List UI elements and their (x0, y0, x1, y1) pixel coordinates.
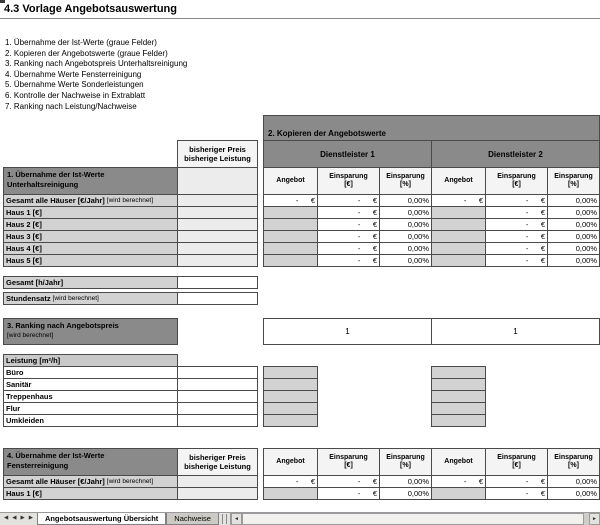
row-label-gesamt: Gesamt alle Häuser [€/Jahr] [wird berechnet] (3, 194, 178, 207)
angebot-input-d2[interactable] (431, 254, 486, 267)
tab-scroll-next-icon[interactable]: ▶ (20, 515, 25, 522)
copy-offers-band: 2. Kopieren der Angebotswerte (263, 115, 600, 141)
table-row (4, 254, 600, 267)
section4-band: 4. Übernahme der Ist-Werte Fensterreinigung (3, 448, 178, 476)
tab-nachweise[interactable]: Nachweise (166, 513, 219, 525)
einsparung-pct-d1[interactable]: 0,00% (379, 475, 432, 488)
instruction-line: 3. Ranking nach Angebotspreis Unterhaltsreinigung (5, 59, 188, 69)
ranking-value-d2[interactable]: 1 (431, 318, 600, 345)
title-divider (0, 18, 600, 19)
einsparung-pct-d2[interactable]: 0,00% (547, 254, 600, 267)
einsparung-pct-d2[interactable]: 0,00% (547, 194, 600, 207)
instruction-list (5, 38, 187, 112)
einsparung-eur-d1[interactable]: - € (317, 487, 380, 500)
row-label-buero: Büro (3, 366, 178, 379)
section1-band: 1. Übernahme der Ist-Werte Unterhaltsreinigung (3, 167, 178, 195)
scroll-right-icon[interactable]: ► (589, 513, 600, 525)
bisheriger-value-cell[interactable] (177, 254, 258, 267)
bisheriger-value-cell[interactable] (177, 487, 258, 500)
angebot-header-d1: Angebot (263, 448, 318, 476)
angebot-header-d1: Angebot (263, 167, 318, 195)
einsparung-eur-d1[interactable]: - € (317, 254, 380, 267)
table-row (4, 276, 600, 289)
einsparung-pct-d2[interactable]: 0,00% (547, 218, 600, 231)
einsparung-pct-d2[interactable]: 0,00% (547, 206, 600, 219)
tab-scroll-buttons (0, 513, 37, 525)
provider1-header: Dienstleister 1 (263, 140, 432, 168)
einsparung-pct-d1[interactable]: 0,00% (379, 230, 432, 243)
einsparung-pct-d2[interactable]: 0,00% (547, 230, 600, 243)
einsparung-eur-d2[interactable]: - € (485, 242, 548, 255)
einsparung-eur-d2[interactable]: - € (485, 230, 548, 243)
einsparung-pct-d1[interactable]: 0,00% (379, 206, 432, 219)
einsparung-pct-d1[interactable]: 0,00% (379, 254, 432, 267)
einsparung-eur-d2[interactable]: - € (485, 206, 548, 219)
angebot-input-d1[interactable] (263, 254, 318, 267)
einsparung-eur-d2[interactable]: - € (485, 487, 548, 500)
einsparung-eur-d2[interactable]: - € (485, 218, 548, 231)
gesamt-h-input[interactable] (177, 276, 258, 289)
evaluation-table (4, 115, 600, 500)
einsparung-eur-d2[interactable]: - € (485, 254, 548, 267)
table-row (4, 487, 600, 500)
einsparung-eur-header-d2: Einsparung [€] (485, 448, 548, 476)
page-title: 4.3 Vorlage Angebotsauswertung (4, 3, 177, 15)
angebot-value-d2[interactable]: - € (431, 194, 486, 207)
angebot-header-d2: Angebot (431, 167, 486, 195)
einsparung-eur-header-d1: Einsparung [€] (317, 448, 380, 476)
row-label-flur: Flur (3, 402, 178, 415)
einsparung-eur-d1[interactable]: - € (317, 194, 380, 207)
einsparung-eur-d1[interactable]: - € (317, 218, 380, 231)
row-label-haus2: Haus 2 [€] (3, 218, 178, 231)
row-label-haus1-fenster: Haus 1 [€] (3, 487, 178, 500)
instruction-line: 4. Übernahme Werte Fensterreinigung (5, 69, 142, 79)
leistung-header: Leistung [m²/h] (3, 354, 178, 367)
row-label-stundensatz: Stundensatz [wird berechnet] (3, 292, 178, 305)
table-row (4, 318, 600, 345)
angebot-value-d1[interactable]: - € (263, 194, 318, 207)
row-label-sanitaer: Sanitär (3, 378, 178, 391)
einsparung-pct-d2[interactable]: 0,00% (547, 475, 600, 488)
einsparung-pct-d1[interactable]: 0,00% (379, 194, 432, 207)
angebot-input-d1[interactable] (263, 487, 318, 500)
einsparung-eur-d2[interactable]: - € (485, 475, 548, 488)
table-row (4, 292, 600, 305)
einsparung-pct-header-d1: Einsparung [%] (379, 448, 432, 476)
scrollbar-thumb[interactable] (242, 513, 584, 525)
einsparung-pct-d2[interactable]: 0,00% (547, 487, 600, 500)
row-label-haus5: Haus 5 [€] (3, 254, 178, 267)
angebot-input-d2[interactable] (431, 487, 486, 500)
tab-split-handle[interactable] (222, 514, 227, 524)
provider2-header: Dienstleister 2 (431, 140, 600, 168)
tab-scroll-last-icon[interactable]: ▶ (28, 515, 33, 522)
row-label-haus4: Haus 4 [€] (3, 242, 178, 255)
instruction-line: 6. Kontrolle der Nachweise in Extrablatt (5, 90, 146, 100)
einsparung-pct-d1[interactable]: 0,00% (379, 487, 432, 500)
leistung-ist-input[interactable] (177, 414, 258, 427)
einsparung-eur-d1[interactable]: - € (317, 206, 380, 219)
bisheriger-empty-cell[interactable] (177, 167, 258, 195)
einsparung-pct-header-d1: Einsparung [%] (379, 167, 432, 195)
table-row (4, 414, 600, 427)
einsparung-pct-d1[interactable]: 0,00% (379, 242, 432, 255)
scroll-left-icon[interactable]: ◄ (231, 513, 242, 525)
horizontal-scrollbar[interactable] (230, 513, 600, 525)
einsparung-pct-d1[interactable]: 0,00% (379, 218, 432, 231)
instruction-line: 5. Übernahme Werte Sonderleistungen (5, 80, 144, 90)
row-label-haus3: Haus 3 [€] (3, 230, 178, 243)
tab-angebotsauswertung-uebersicht[interactable]: Angebotsauswertung Übersicht (37, 513, 166, 525)
row-label-treppenhaus: Treppenhaus (3, 390, 178, 403)
row-label-haus1: Haus 1 [€] (3, 206, 178, 219)
einsparung-eur-header-d2: Einsparung [€] (485, 167, 548, 195)
einsparung-eur-d2[interactable]: - € (485, 194, 548, 207)
tab-scroll-first-icon[interactable]: ◀ (4, 515, 9, 522)
stundensatz-input[interactable] (177, 292, 258, 305)
angebot-value-d2[interactable]: - € (431, 475, 486, 488)
einsparung-pct-header-d2: Einsparung [%] (547, 448, 600, 476)
einsparung-eur-d1[interactable]: - € (317, 475, 380, 488)
row-label-umkleiden: Umkleiden (3, 414, 178, 427)
einsparung-eur-header-d1: Einsparung [€] (317, 167, 380, 195)
instruction-line: 2. Kopieren der Angebotswerte (graue Felder) (5, 48, 168, 58)
instruction-line: 7. Ranking nach Leistung/Nachweise (5, 101, 137, 111)
angebot-value-d1[interactable]: - € (263, 475, 318, 488)
einsparung-eur-d1[interactable]: - € (317, 230, 380, 243)
row-label-gesamt-h: Gesamt [h/Jahr] (3, 276, 178, 289)
einsparung-eur-d1[interactable]: - € (317, 242, 380, 255)
einsparung-pct-header-d2: Einsparung [%] (547, 167, 600, 195)
leistung-input-d2[interactable] (431, 414, 486, 427)
ranking-band: 3. Ranking nach Angebotspreis [wird berechnet] (3, 318, 178, 345)
leistung-input-d1[interactable] (263, 414, 318, 427)
instruction-line: 1. Übernahme der Ist-Werte (graue Felder) (5, 38, 157, 47)
tab-scroll-prev-icon[interactable]: ◀ (12, 515, 17, 522)
angebot-header-d2: Angebot (431, 448, 486, 476)
bisheriger-preis-header-2: bisheriger Preis bisherige Leistung (177, 448, 258, 476)
ranking-value-d1[interactable]: 1 (263, 318, 432, 345)
einsparung-pct-d2[interactable]: 0,00% (547, 242, 600, 255)
row-label-gesamt-fenster: Gesamt alle Häuser [€/Jahr] [wird berechnet] (3, 475, 178, 488)
sheet-tab-bar (0, 512, 600, 525)
bisheriger-preis-header: bisheriger Preis bisherige Leistung (177, 140, 258, 168)
